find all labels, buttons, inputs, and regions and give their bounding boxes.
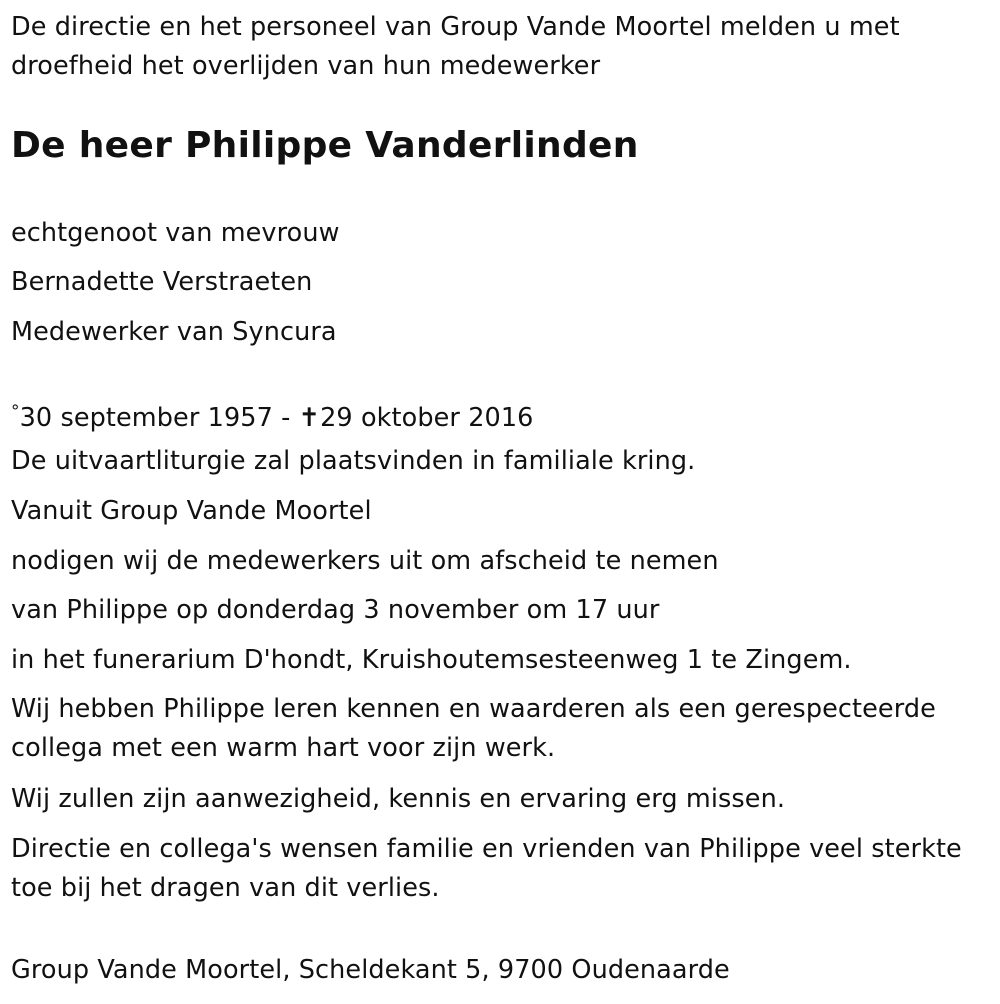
role-text: Medewerker van Syncura (11, 317, 337, 347)
cross-icon: ✝ (298, 403, 321, 433)
company-address: Group Vande Moortel, Scheldekant 5, 9700 Oudenaarde (11, 955, 730, 985)
when-text: van Philippe op donderdag 3 november om 17 uur (11, 595, 660, 625)
condolences-text: Directie en collega's wensen familie en vrienden van Philippe veel sterkte toe bij het dragen van dit verlies. (11, 834, 962, 903)
deceased-name: De heer Philippe Vanderlinden (11, 125, 639, 166)
birth-date: 30 september 1957 (19, 403, 273, 433)
tribute-text: Wij hebben Philippe leren kennen en waarderen als een gerespecteerde collega met een warm hart voor zijn werk. (11, 694, 936, 763)
life-dates (11, 395, 534, 435)
from-text: Vanuit Group Vande Moortel (11, 496, 372, 526)
intro-text: De directie en het personeel van Group Vande Moortel melden u met droefheid het overlijden van hun medewerker (11, 12, 900, 81)
relation-text: echtgenoot van mevrouw (11, 218, 340, 248)
date-separator: - (272, 403, 299, 433)
spouse-name: Bernadette Verstraeten (11, 267, 313, 297)
death-date: 29 oktober 2016 (320, 403, 534, 433)
birth-symbol: ° (11, 402, 20, 422)
liturgy-text: De uitvaartliturgie zal plaatsvinden in familiale kring. (11, 446, 696, 476)
invite-text: nodigen wij de medewerkers uit om afscheid te nemen (11, 546, 719, 576)
where-text: in het funerarium D'hondt, Kruishoutemsesteenweg 1 te Zingem. (11, 645, 852, 675)
miss-text: Wij zullen zijn aanwezigheid, kennis en ervaring erg missen. (11, 784, 786, 814)
